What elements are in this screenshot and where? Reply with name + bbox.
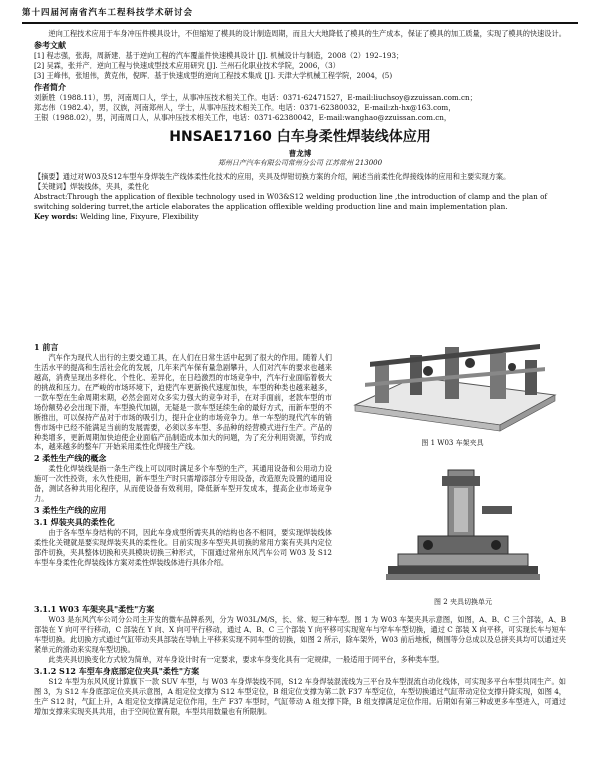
keywords-en-values: Welding line, Fixyure, Flexibility xyxy=(80,211,199,221)
section-3-1-2-heading: 3.1.2 S12 车型车身底部定位夹具"柔性"方案 xyxy=(34,665,200,676)
section-3-1-heading: 3.1 焊装夹具的柔性化 xyxy=(34,517,115,528)
section-3-1-text: 由于各车型车身结构的不同，因此车身成型所需夹具的结构也各不相同，要实现焊装线体柔性化关键就是要实现焊装夹具的柔性化。目前实现多车型夹具切换的常用方案有夹具内定位部件切换，夹具整体切换和夹具模块切换三种形式，下面通过常州东风汽车公司 W03 及 S12 车型车身柔性化焊装线体方案对柔性焊装线体进行具体介绍。 xyxy=(34,528,332,568)
paper-affiliation: 郑州日产汽车有限公司常州分公司 江苏常州 213000 xyxy=(217,159,383,168)
left-column xyxy=(34,341,332,568)
figure-1 xyxy=(340,325,565,449)
section-1-heading: 1 前言 xyxy=(34,342,59,352)
author-bio: 刘新胜（1988.11），男，河南周口人，学士，从事冲压技术相关工作。电话：0371-62471527，E-mail:liuchsoy@zzuissan.com.cn； xyxy=(34,92,477,102)
section-2-text: 柔性化焊装线是指一条生产线上可以同时满足多个车型的生产，其通用设备和公用动力设施可一次性投资，永久性使用，新车型生产时只需增添部分专用设备，改造原先设置的通用设备，测试各种共用化程序，从而使设备有效利用，降低新车型开发成本，提高企业市场竞争力。 xyxy=(34,464,332,504)
section-2-heading: 2 柔性生产线的概念 xyxy=(34,453,107,464)
figure-1-caption: 图 1 W03 车架夹具 xyxy=(421,439,484,447)
abstract-en: Abstract:Through the application of flexible technology used in W03&S12 welding production line ,the introduction of clamp and the plan of switching soldering turret,the article elaborates the application offlexible welding production line and main implementation plan. xyxy=(34,191,548,211)
section-3-1-1-text-2: 此类夹具切换变化方式较为简单，对车身设计时有一定要求，要求车身变化具有一定规律，一般适用于同平台，多种类车型。 xyxy=(48,654,444,664)
abstract-cn: 【摘要】通过对W03及S12车型车身焊装生产线体柔性化技术的应用，夹具及焊钳切换方案的介绍，阐述当前柔性化焊接线体的应用和主要实现方案。 xyxy=(34,171,511,181)
keywords-en xyxy=(34,212,566,222)
paper-author: 曹龙博 xyxy=(288,148,312,158)
reference-item: [2] 吴霖，张并产．逆向工程与快速成型技术应用研究 [J]. 兰州石化职业技术学院，2006，（3） xyxy=(34,60,340,70)
reference-item: [1] 程志强，张海，周新建．基于逆向工程的汽车覆盖件快速模具设计 [J]. 机械设计与制造，2008（2）192–193； xyxy=(34,50,404,60)
paper-title: HNSAE17160 白车身柔性焊装线体应用 xyxy=(169,128,431,145)
references-heading: 参考文献 xyxy=(34,39,66,50)
previous-article-tail: 逆向工程技术应用于车身冲压件模具设计，不但缩短了模具的设计制造周期，而且大大地降低了模具的生产成本，保证了模具的加工质量，实现了模具的快速设计。 xyxy=(48,29,566,38)
section-1-text: 汽车作为现代人出行的主要交通工具，在人们在日常生活中起到了很大的作用。随着人们生活水平的提高和生活社会化的发展，几年来汽车保有量急剧攀升，人们对汽车的要求也越来越高，消费呈现出多样化、个性化、差异化，在日趋激烈的市场竞争中，汽车行业面临着极大的挑战和压力。在严峻的市场环境下，迫使汽车更新换代速度加快，车型的种类也越来越多，一款车型在生命周期末期，必然会面对众多实力强大的竞争对手，在对手面前，老款车型的市场份额势必会出现下滑，车型换代加剧，无疑是一款车型延续生命的最好方式，而新车型的不断推出，可以保持产品对于市场的吸引力，提升企业的市场竞争力。单一车型的现代汽车的销售市场中已经不能满足当前的发展需要，必须以多车型、多品种的经营模式进行生产。产品的种类增多，更新周期加快迫使企业面临产品制造成本加大的问题，为了充分利用资源，节约成本，越来越多的整车厂开始采用柔性化焊接生产线。 xyxy=(34,353,332,452)
fig1-fixture-drawing xyxy=(340,325,565,437)
reference-item: [3] 王峰伟，张旭伟，黄克伟，倪晖．基于快速成型的逆向工程技术集成 [J]. 天津大学机械工程学院，2004，(5) xyxy=(34,70,393,80)
author-bio-heading: 作者简介 xyxy=(34,81,66,92)
keywords-cn: 【关键词】焊装线体，夹具，柔性化 xyxy=(34,181,150,191)
bottom-section xyxy=(34,603,566,717)
author-bio: 郑志伟（1982.4），男，汉族，河南郑州人，学士，从事冲压技术相关工作。电话：0371-62380032，E-mail:zh-hx@163.com， xyxy=(34,102,456,112)
front-matter xyxy=(34,29,566,222)
keywords-en-label: Key words: xyxy=(34,211,78,221)
section-3-heading: 3 柔性生产线的应用 xyxy=(34,505,107,516)
section-3-1-2-text: S12 车型为东风风度计算旗下一款 SUV 车型，与 W03 车身焊装线不同，S12 车身焊装混流线为三平台及车型混流自动化线体，可实现多平台车型共同生产。如图 3，为 S12 车身底部定位夹具示意图，A 组定位支撑为 S12 车型定位，B 组定位支撑为第二款 F37 车型定位，车型切换通过气缸带动定位支撑升降实现，如图 4，生产 S12 时，气缸上升，A 组定位支撑满足定位作用，生产 F37 车型时，气缸带动 A 组支撑下降，B 组支撑满足定位作用。后期如有第三种或更多车型进入，可通过增加支撑来实现夹具共用，由于空间位置有限，车型共用数量也有所限制。 xyxy=(34,676,566,716)
fig2-clamp-unit-drawing xyxy=(378,466,548,596)
journal-header: 第十四届河南省汽车工程科技学术研讨会 xyxy=(22,8,578,24)
figure-2-caption: 图 2 夹具切换单元 xyxy=(434,598,492,606)
section-3-1-1-text: W03 是东风汽车公司分公司主开发的微车品牌系列，分为 W03L/M/S，长、常、短三种车型。图 1 为 W03 车架夹具示意图，如图，A、B、C 三个部装，A、B 部装在 Y 向可平行移动，C 部装在 Y 向、X 向可平行移动，通过 A、B、C 三个部装 Y 向平移可实现宽车与窄车车型切换，通过 C 部装 X 向平移，可实现长车与短车车型切换。此切换方式通过气缸带动夹具部装在导轨上平移来实现不同车型的切换，如图 2 所示，除车架外，W03 前后地板，侧围等分总成以及总拼夹具均可以通过夹紧单元的滑动来实现车型切换。 xyxy=(34,615,566,654)
section-3-1-1-heading: 3.1.1 W03 车架夹具"柔性"方案 xyxy=(34,604,155,614)
figure-2 xyxy=(378,466,548,608)
author-bio: 王银（1988.02），男，河南周口人，从事冲压技术相关工作，电话：0371-62380042，E-mail:wanghao@zzuissan.com.cn， xyxy=(34,112,452,122)
